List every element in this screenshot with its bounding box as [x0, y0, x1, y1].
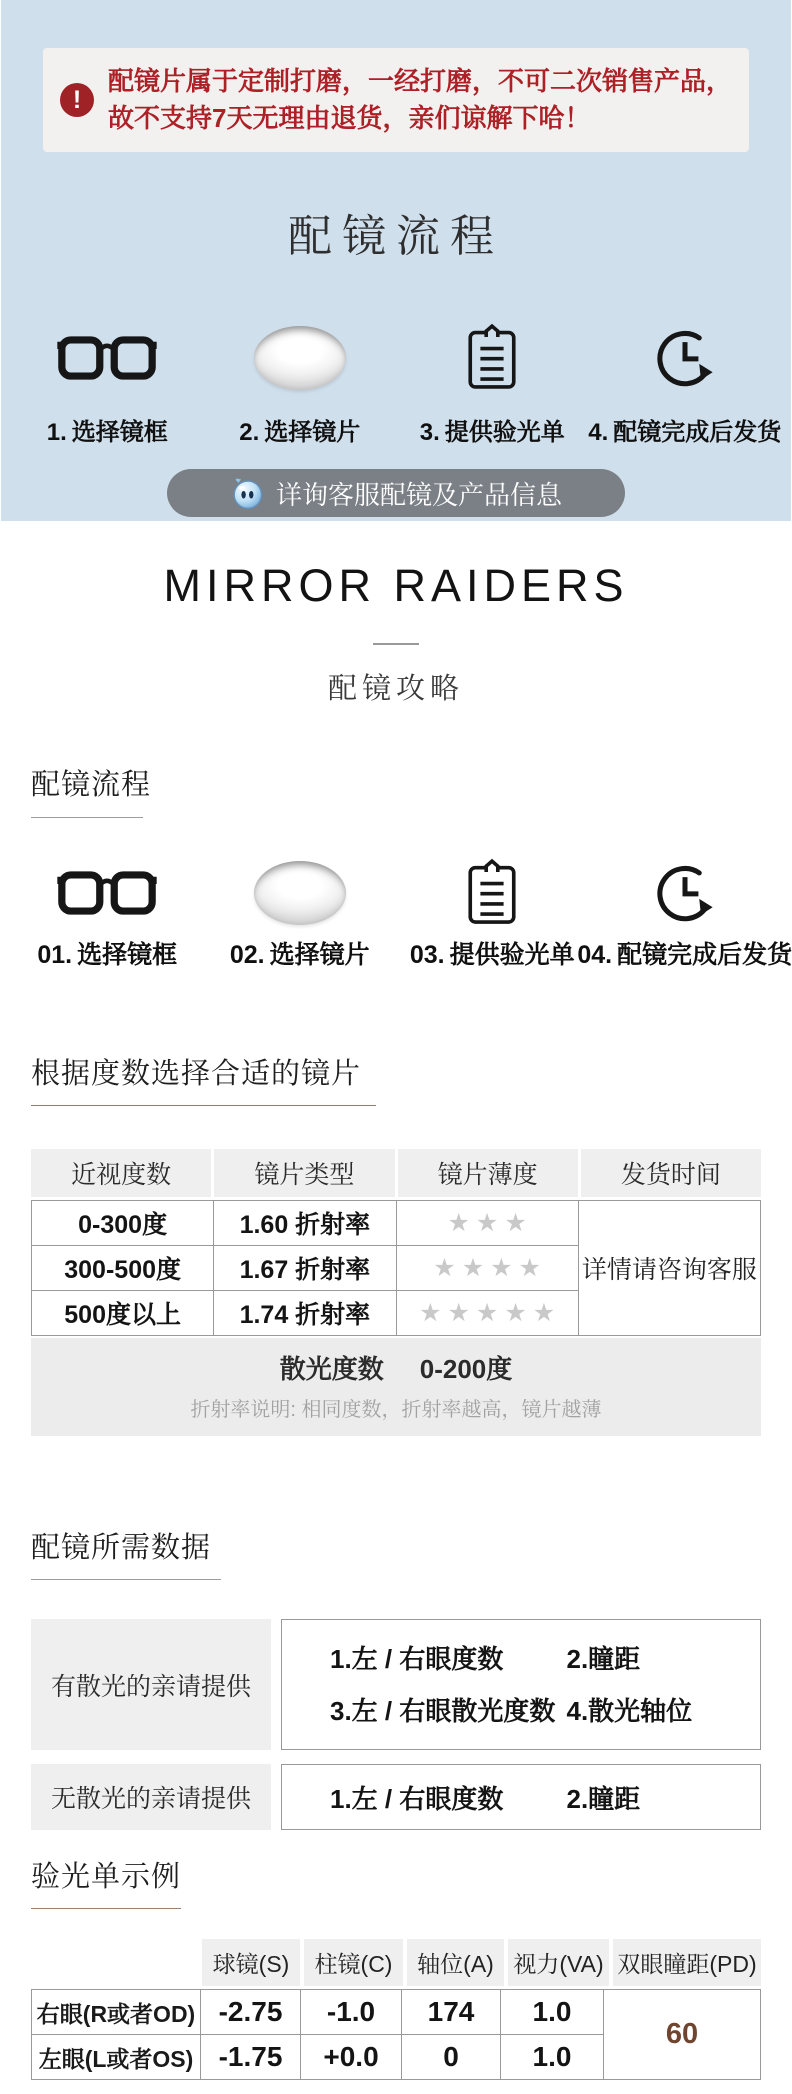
brand-subtitle: 配镜攻略 — [327, 673, 464, 705]
glasses-icon — [57, 850, 157, 936]
prescription-table — [31, 1939, 761, 2080]
heading-underline — [31, 1908, 181, 1909]
clipboard-icon — [463, 850, 521, 936]
column-header: 双眼瞳距(PD) — [613, 1939, 761, 1986]
hero-steps-row — [1, 314, 791, 447]
step-number: 03. — [409, 941, 445, 969]
degree-cell: 500度以上 — [32, 1291, 214, 1336]
eye-label: 左眼(L或者OS) — [32, 2035, 201, 2080]
lens-guide-header — [31, 1149, 761, 1197]
step-number: 04. — [577, 941, 613, 969]
star-rating: ★★★ — [396, 1201, 578, 1246]
vision-value: 1.0 — [501, 2035, 604, 2080]
step-shipping — [577, 850, 792, 971]
heading-underline — [31, 1579, 221, 1580]
lens-guide-table — [31, 1149, 761, 1436]
contact-service-button[interactable] — [167, 469, 625, 517]
step-label: 选择镜片 — [264, 419, 361, 446]
column-header: 轴位(A) — [407, 1939, 504, 1986]
section-heading-prescription: 验光单示例 — [31, 1861, 182, 1893]
step-choose-lens — [204, 850, 397, 971]
sphere-value: -1.75 — [201, 2035, 301, 2080]
step-label: 配镜完成后发货 — [613, 419, 782, 446]
warning-text — [108, 63, 732, 137]
step-label: 选择镜框 — [77, 941, 178, 969]
step-label: 提供验光单 — [449, 941, 575, 969]
required-item: 1.左 / 右眼度数 — [330, 1643, 504, 1674]
eye-label: 右眼(R或者OD) — [32, 1990, 201, 2035]
hero-section — [1, 0, 791, 521]
with-astigmatism-row — [31, 1619, 761, 1750]
content-section — [1, 560, 791, 2094]
right-eye-row — [32, 1990, 761, 2035]
clipboard-icon — [463, 314, 521, 402]
heading-underline — [31, 817, 143, 818]
column-header: 视力(VA) — [508, 1939, 609, 1986]
brand-title: MIRROR RAIDERS — [163, 560, 629, 611]
row-label: 有散光的亲请提供 — [31, 1619, 271, 1750]
lens-type-cell: 1.67 折射率 — [214, 1246, 396, 1291]
clock-shipping-icon — [654, 850, 716, 936]
empty-header-cell — [31, 1939, 198, 1986]
step-provide-prescription — [396, 314, 589, 447]
step-number: 4. — [588, 419, 609, 446]
warning-line-2: 故不支持7天无理由退货，亲们谅解下哈！ — [107, 103, 591, 133]
lens-type-cell: 1.74 折射率 — [214, 1291, 396, 1336]
step-number: 1. — [46, 419, 67, 446]
without-astigmatism-row — [31, 1764, 761, 1830]
section-heading-lens-guide: 根据度数选择合适的镜片 — [31, 1058, 362, 1090]
section-heading-required-data: 配镜所需数据 — [31, 1532, 212, 1564]
column-header: 球镜(S) — [202, 1939, 300, 1986]
shipping-note-cell: 详情请咨询客服 — [578, 1201, 760, 1336]
cylinder-value: +0.0 — [301, 2035, 402, 2080]
lens-guide-footer — [31, 1338, 761, 1436]
column-header: 镜片类型 — [214, 1149, 394, 1197]
section-heading-process: 配镜流程 — [31, 769, 152, 801]
required-data-table — [31, 1619, 761, 1830]
lens-icon — [254, 314, 346, 402]
hero-title: 配镜流程 — [288, 212, 504, 261]
vision-value: 1.0 — [501, 1990, 604, 2035]
star-rating: ★★★★ — [396, 1246, 578, 1291]
step-number: 02. — [229, 941, 265, 969]
prescription-header — [31, 1939, 761, 1986]
row-label: 无散光的亲请提供 — [31, 1764, 271, 1830]
step-shipping — [589, 314, 782, 447]
column-header: 镜片薄度 — [398, 1149, 578, 1197]
cylinder-value: -1.0 — [301, 1990, 402, 2035]
required-item: 1.左 / 右眼度数 — [330, 1783, 504, 1814]
column-header: 柱镜(C) — [304, 1939, 403, 1986]
warning-notice — [43, 48, 749, 152]
heading-underline — [31, 1105, 376, 1106]
step-number: 01. — [37, 941, 73, 969]
required-item: 3.左 / 右眼散光度数 — [330, 1695, 556, 1726]
astigmatism-label: 散光度数 — [279, 1354, 384, 1384]
chat-mascot-icon — [230, 476, 264, 510]
brand-divider — [373, 643, 419, 645]
exclamation-icon: ! — [60, 83, 94, 117]
sphere-value: -2.75 — [201, 1990, 301, 2035]
required-item: 4.散光轴位 — [566, 1695, 693, 1726]
step-number: 3. — [419, 419, 440, 446]
glasses-icon — [57, 314, 157, 402]
degree-cell: 300-500度 — [32, 1246, 214, 1291]
step-label: 配镜完成后发货 — [617, 941, 792, 969]
step-label: 提供验光单 — [444, 419, 565, 446]
pd-value-cell: 60 — [604, 1990, 761, 2080]
step-provide-prescription — [396, 850, 589, 971]
star-rating: ★★★★★ — [396, 1291, 578, 1336]
clock-shipping-icon — [654, 314, 716, 402]
column-header: 近视度数 — [31, 1149, 211, 1197]
contact-service-label: 详询客服配镜及产品信息 — [275, 479, 562, 510]
refraction-footnote: 折射率说明: 相同度数，折射率越高，镜片越薄 — [190, 1399, 602, 1421]
step-label: 选择镜片 — [269, 941, 370, 969]
step-choose-frame — [11, 314, 204, 447]
step-number: 2. — [239, 419, 260, 446]
axis-value: 0 — [402, 2035, 501, 2080]
axis-value: 174 — [402, 1990, 501, 2035]
table-row — [32, 1201, 761, 1246]
warning-line-1: 配镜片属于定制打磨，一经打磨，不可二次销售产品， — [107, 66, 732, 96]
lens-type-cell: 1.60 折射率 — [214, 1201, 396, 1246]
lens-icon — [254, 850, 346, 936]
required-item: 2.瞳距 — [566, 1643, 641, 1674]
astigmatism-range: 0-200度 — [419, 1354, 513, 1384]
process-steps-row — [1, 850, 791, 971]
required-item: 2.瞳距 — [566, 1783, 641, 1814]
step-label: 选择镜框 — [71, 419, 168, 446]
column-header: 发货时间 — [581, 1149, 761, 1197]
degree-cell: 0-300度 — [32, 1201, 214, 1246]
step-choose-lens — [204, 314, 397, 447]
step-choose-frame — [11, 850, 204, 971]
